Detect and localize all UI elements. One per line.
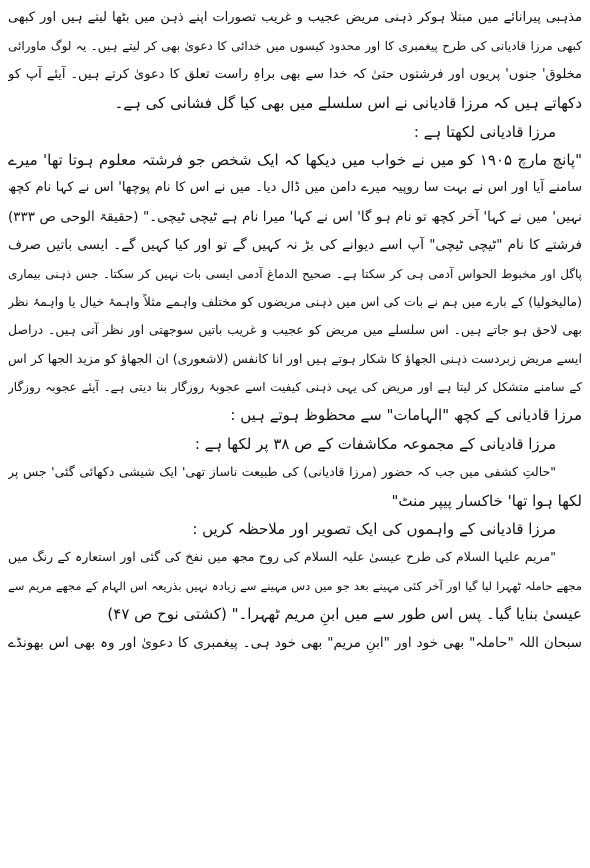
text-line: لکھا ہوا تھا' خاکسار پیپر منٹ" [391,491,582,510]
text-line: کے سامنے متشکل کر لیتا ہے اور مریض کی یہی ذہنی کیفیت اسے عجوبۂ روزگار بنا دیتی ہے۔ آیئے عجوبہ روزگار [8,380,582,395]
text-line: کبھی مرزا قادیانی کی طرح پیغمبری کا اور محدود کیسوں میں خدائی کا دعویٰ بھی کر لیتے ہیں۔ یہ لوگ ماورائی [8,39,582,54]
text-line: مذہبی پیرانائے میں مبتلا ہوکر ذہنی مریض عجیب و غریب تصورات اپنے ذہن میں بٹھا لیتے ہیں اور کبھی [8,10,582,25]
text-line: سامنے آیا اور اس نے بہت سا روپیہ میرے دامن میں ڈال دیا۔ میں نے اس کا نام پوچھا' اس نے کہا نام کچھ [8,180,582,196]
text-line: (مالیخولیا) کے بارے میں ہم نے بات کی اس میں ذہنی مریضوں کو مختلف واہمے مثلاً واہمۂ خیال یا واہمۂ نظر [8,293,582,309]
text-line: مرزا قادیانی لکھتا ہے : [413,122,556,141]
text-line: فرشتے کا نام "ٹیچی ٹیچی" آپ اسے دیوانے کی بڑ نہ کہیں گے تو اور کیا کہیں گے۔ ایسی باتیں صرف [8,237,582,254]
text-line: ایسے مریض زبردست ذہنی الجھاؤ کا شکار ہوتے ہیں اور انا کانفس (لاشعوری) ان الجھاؤ کو مزید الجھا کر اس [8,350,582,366]
text-line: مرزا قادیانی کے مجموعہ مکاشفات کے ص ۳۸ پر لکھا ہے : [194,434,556,453]
text-line: مرزا قادیانی کے کچھ "الہامات" سے محظوظ ہوتے ہیں : [230,406,582,425]
text-line: بھی لاحق ہو جاتے ہیں۔ اس سلسلے میں مریض کو عجیب و غریب باتیں سوجھتی اور نظر آتی ہیں۔ دراصل [8,322,582,338]
text-line: سبحان اللہ "حاملہ" بھی خود اور "ابنِ مریم" بھی خود ہی۔ پیغمبری کا دعویٰ اور وہ بھی اس بھونڈے [8,634,582,651]
text-line: مرزا قادیانی کے واہموں کی ایک تصویر اور ملاحظہ کریں : [192,520,556,539]
text-line: "مریم علیہا السلام کی طرح عیسیٰ علیہ السلام کی روح مجھ میں نفخ کی گئی اور استعارہ کے رنگ میں [8,549,556,565]
text-line: "پانچ مارچ ۱۹۰۵ کو میں نے خواب میں دیکھا کہ ایک شخص جو فرشتہ معلوم ہوتا تھا' میرے [8,150,582,169]
text-line: عیسیٰ بنایا گیا۔ پس اس طور سے میں ابنِ مریم ٹھہرا۔" (کشتی نوح ص ۴۷) [107,605,582,624]
text-line: نہیں' میں نے کہا' آخر کچھ تو نام ہو گا' اس نے کہا' میرا نام ہے ٹیچی ٹیچی۔" (حقیقۃ الوحی ص ۳۳۳) [8,208,582,225]
text-line: "حالتِ کشفی میں جب کہ حضور (مرزا قادیانی) کی طبیعت ناساز تھی' ایک شیشی دکھائی گئی' جس پر [8,464,556,480]
text-line: پاگل اور مخبوط الحواس آدمی ہی کر سکتا ہے۔ صحیح الدماغ آدمی ایسی بات نہیں کر سکتا۔ جس ذہنی بیماری [8,266,582,281]
text-line: دکھاتے ہیں کہ مرزا قادیانی نے اس سلسلے میں بھی کیا گل فشانی کی ہے۔ [114,94,582,113]
text-line: مخلوق' جنوں' پریوں اور فرشتوں حتیٰ کہ خدا سے بھی براہِ راست تعلق کا دعویٰ کرتے ہیں۔ آیئے آپ کو [8,66,582,82]
text-line: مجھے حاملہ ٹھہرا لیا گیا اور آخر کئی مہینے بعد جو میں دس مہینے سے زیادہ نہیں بذریعہ اس الہام کے مجھے مریم سے [8,578,582,593]
